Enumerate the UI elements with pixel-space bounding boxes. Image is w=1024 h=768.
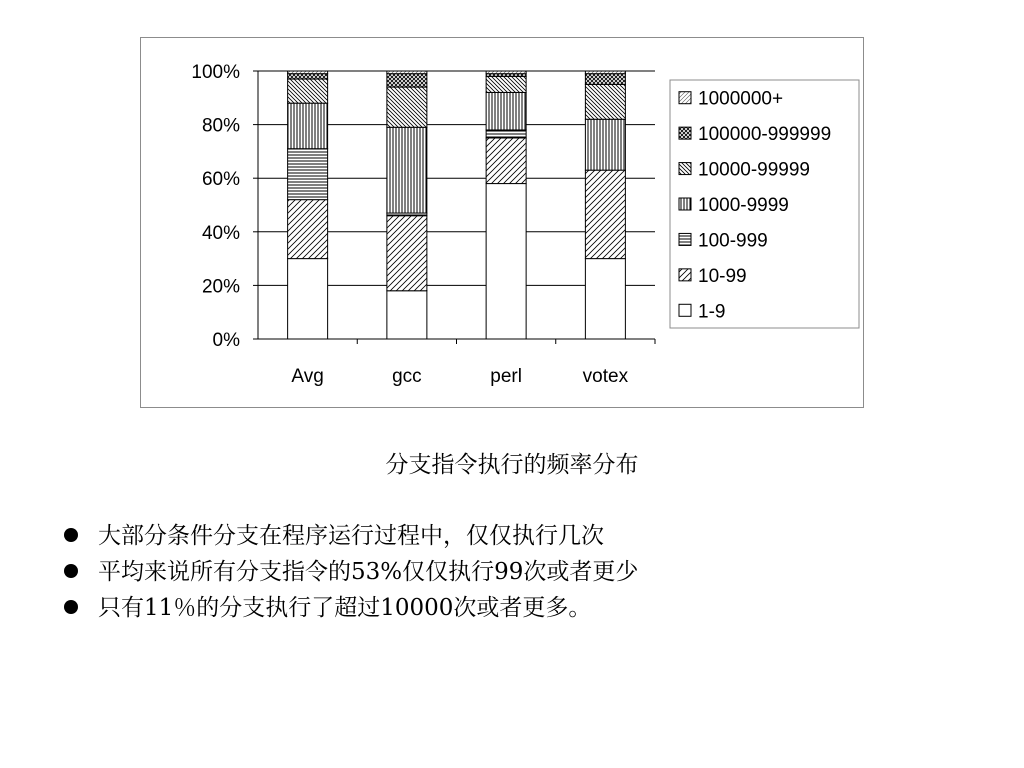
bar-segment xyxy=(585,84,625,119)
x-tick-label: Avg xyxy=(291,366,324,387)
bar-segment xyxy=(486,76,526,92)
bar-segment xyxy=(486,130,526,138)
bar-segment xyxy=(387,87,427,127)
bar-segment xyxy=(387,291,427,339)
bar-segment xyxy=(288,149,328,200)
bar-segment xyxy=(387,74,427,87)
bar-segment xyxy=(486,92,526,130)
bar-segment xyxy=(387,216,427,291)
bar-segment xyxy=(486,138,526,184)
y-tick-label: 0% xyxy=(212,330,240,351)
legend-label: 1000000+ xyxy=(698,88,784,110)
bar-segment xyxy=(585,170,625,258)
x-tick-label: perl xyxy=(490,366,522,387)
legend-label: 10000-99999 xyxy=(698,159,810,181)
legend xyxy=(670,80,859,328)
y-tick-label: 20% xyxy=(201,276,240,298)
bar-segment xyxy=(486,71,526,74)
bullet-dot-icon xyxy=(64,564,78,578)
legend-label: 1-9 xyxy=(698,301,726,323)
bar-segment xyxy=(585,259,625,339)
legend-label: 100000-999999 xyxy=(698,124,832,146)
legend-swatch xyxy=(679,92,691,104)
y-tick-label: 80% xyxy=(201,115,240,137)
y-tick-label: 40% xyxy=(201,222,240,244)
bar-segment xyxy=(387,127,427,213)
chart-caption: 分支指令执行的频率分布 xyxy=(385,452,639,478)
legend-label: 10-99 xyxy=(698,265,747,287)
bar-segment xyxy=(288,200,328,259)
bullet-dot-icon xyxy=(64,600,78,614)
x-tick-label: gcc xyxy=(392,366,422,387)
bar-segment xyxy=(486,184,526,339)
legend-label: 100-999 xyxy=(698,230,768,252)
stacked-bar-chart xyxy=(140,37,864,408)
y-tick-label: 60% xyxy=(201,169,240,191)
legend-swatch xyxy=(679,269,691,281)
bullet-item: 只有11％的分支执行了超过10000次或者更多。 xyxy=(64,590,638,626)
bullet-dot-icon xyxy=(64,528,78,542)
bullet-list xyxy=(64,518,638,626)
y-tick-label: 100% xyxy=(191,62,240,83)
legend-swatch xyxy=(679,304,691,316)
bar-segment xyxy=(585,119,625,170)
bar-segment xyxy=(288,74,328,79)
bar-segment xyxy=(288,259,328,339)
bar-segment xyxy=(288,103,328,149)
x-tick-label: votex xyxy=(582,366,629,387)
bar-segment xyxy=(585,71,625,74)
legend-swatch xyxy=(679,198,691,210)
legend-swatch xyxy=(679,163,691,175)
legend-swatch xyxy=(679,233,691,245)
legend-swatch xyxy=(679,127,691,139)
legend-label: 1000-9999 xyxy=(698,195,789,216)
bar-segment xyxy=(387,71,427,74)
bar-segment xyxy=(288,71,328,74)
bar-segment xyxy=(288,79,328,103)
bullet-item: 大部分条件分支在程序运行过程中，仅仅执行几次 xyxy=(64,518,638,554)
bar-segment xyxy=(585,74,625,85)
plot-area xyxy=(191,62,655,387)
bullet-item: 平均来说所有分支指令的53%仅仅执行99次或者更少 xyxy=(64,554,638,590)
